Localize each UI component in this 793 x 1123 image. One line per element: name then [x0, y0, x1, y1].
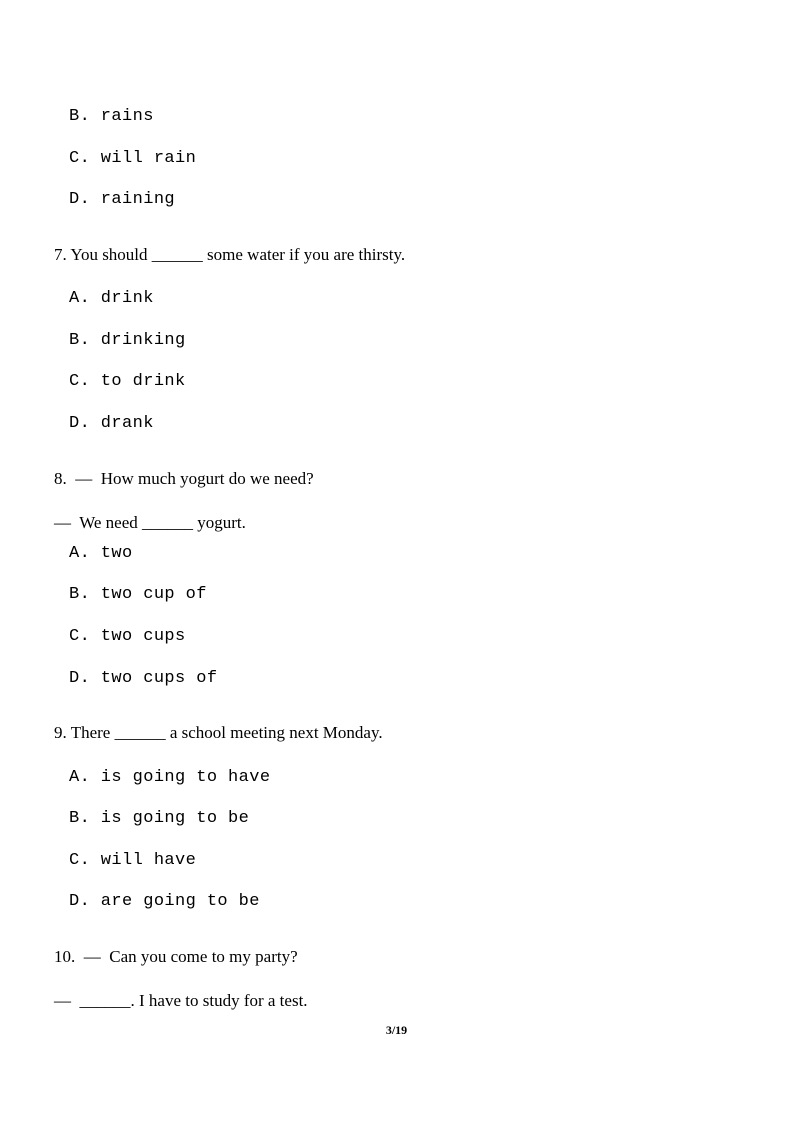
q8-option-a: A. two: [69, 544, 133, 563]
q8-stem: 8. — How much yogurt do we need?: [54, 469, 314, 488]
q7-option-a: A. drink: [69, 289, 154, 308]
q9-option-b: B. is going to be: [69, 809, 250, 828]
q8-option-d: D. two cups of: [69, 669, 218, 688]
q9-option-c: C. will have: [69, 851, 197, 870]
q10-stem: 10. — Can you come to my party?: [54, 947, 298, 966]
q8-option-c: C. two cups: [69, 627, 186, 646]
q7-stem: 7. You should ______ some water if you are thirsty.: [54, 245, 406, 264]
q9-option-a: A. is going to have: [69, 768, 271, 787]
q6-option-d: D. raining: [69, 190, 176, 209]
page-number: 3/19: [385, 1023, 408, 1037]
q8-option-b: B. two cup of: [69, 585, 207, 604]
q9-stem: 9. There ______ a school meeting next Monday.: [54, 723, 383, 742]
q7-option-c: C. to drink: [69, 372, 186, 391]
q6-option-b: B. rains: [69, 107, 154, 126]
q7-option-b: B. drinking: [69, 331, 186, 350]
q7-option-d: D. drank: [69, 414, 154, 433]
q8-response: — We need ______ yogurt.: [54, 513, 246, 532]
q6-option-c: C. will rain: [69, 149, 197, 168]
q10-response: — ______. I have to study for a test.: [54, 991, 308, 1010]
q9-option-d: D. are going to be: [69, 892, 260, 911]
